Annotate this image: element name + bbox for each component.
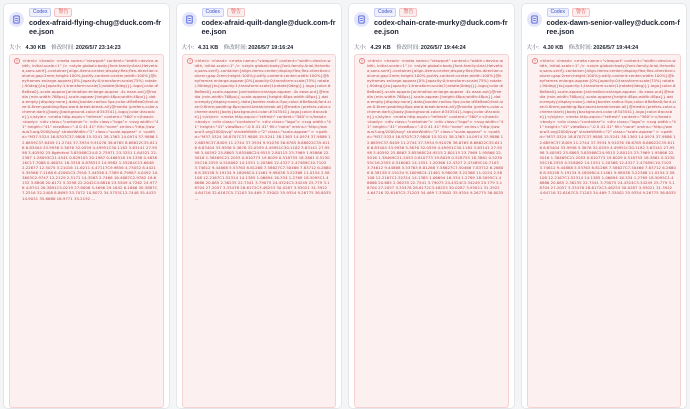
warning-badge: 警告 [572,8,590,17]
file-meta [354,43,509,51]
modified-label: 修改时间: [568,45,593,51]
size-value: 4.29 KB [370,45,391,51]
error-circle-icon [14,58,20,64]
size-label: 大小: [9,45,22,51]
error-text: <html> <head> <meta name="viewport" content="width=device-width, initial-scale=1" /> <style global>body{font-family:Arial,Helvetica,sans-serif}.container{align-items:center;display:flex;flex-direction:column;gap:2rem;height:100%;justify-content:center;width:100%}@keyframes enlarge-appear{0%{opacity:0;transform:scale(75%) rotate(-90deg)}to{opacity:1;transform:scale(1)rotate(0deg)}}.logo{color:#8e8ea0}.scale-appear{animation:enlarge-appear .4s ease-out}@media (min-width:768px){.scale-appear{height:48px;width:48px}}.data:empty{display:none}.data{border-radius:5px;color:#8e8ea0;font-size:0.8rem;padding:8px;word-break:break-all}@media (prefers-color-scheme:dark){body{background-color:#343541}.logo{color:#acacbe}}</style> <meta http-equiv="refresh" content="360"></head> <body> <div class="container"> <div class="logo"> <svg width="41" height="41" viewBox="-0 0 41 41" fill="none" xmlns="http://www.w3.org/2000/svg" strokeWidth="2" class="scale-appear" > <path d="M37.5324 16.8707C37.9808 15.5241 38.1363 14.0974 37.9886 12.6859C37.8409 11.2744 37.3934 9.91076 36.6765 8.68622C35.6116 6.83404 33.9936 5.3676 32.0559 4.49951C30.1182 3.63141 27.9598 3.40592 25.8863 3.85568C24.9515 2.80115 23.7969 1.95866 22.5016 1.38469C21.2053 0.810773 19.8029 0.518755 18.3861 0.523055C16.2555 0.518062 14.1551 1.20366 12.4327 2.47489C10.7103 3.74612 9.44868 5.53763 8.81268 7.58627C7.50466 7.83712 6.26806 8.38158 5.19134 9.18098C4.11461 9.98038 3.22368 11.0154 2.58108 12.2167C1.52314 14.1385 1.06694 16.334 1.2769 18.5095C1.48686 20.685 2.36235 22.7541 3.79075 24.4324C3.34249 25.779 3.18704 27.2057 3.33478 28.6172C3.48253 30.0287 3.93021 31.3922 4.64716 32.6167C5.71203 34.469 7.33002 35.9354 9.26775 36.8035 ... [367,58,504,201]
file-name: codex-dawn-senior-valley@duck.com-free.json [546,18,680,36]
file-avatar [9,12,24,27]
app-badge: Codex [202,8,224,17]
card-header [527,8,682,42]
document-icon [12,15,21,24]
error-text: <html> <head> <meta name="viewport" content="width=device-width, initial-scale=1" /> <style global>body{font-family:Arial,Helvetica,sans-serif}.container{align-items:center;display:flex;flex-direction:column;gap:2rem;height:100%;justify-content:center;width:100%}@keyframes enlarge-appear{0%{opacity:0;transform:scale(75%) rotate(-90deg)}to{opacity:1;transform:scale(1)rotate(0deg)}}.logo{color:#8e8ea0}.scale-appear{animation:enlarge-appear .4s ease-out}@media (min-width:768px){.scale-appear{height:48px;width:48px}}.data:empty{display:none}.data{border-radius:5px;color:#8e8ea0;font-size:0.8rem;padding:8px;word-break:break-all}@media (prefers-color-scheme:dark){body{background-color:#343541}.logo{color:#acacbe}}</style> <meta http-equiv="refresh" content="360"></head> <body> <div class="container"> <div class="logo"> <svg width="41" height="41" viewBox="-0 0 41 41" fill="none" xmlns="http://www.w3.org/2000/svg" strokeWidth="2" class="scale-appear" > <path d="M37.5324 16.8707C37.9808 15.5241 38.1363 14.0974 37.9886 12.6859C37.8409 11.2744 37.3934 9.91076 36.6765 8.68622C35.6116 6.83404 33.9936 5.3676 32.0559 4.49951C30.1182 3.63141 27.9598 3.40592 25.8général 3.85568C24.8 2.75971 23.3251 1.84521 22.2387 1.28093C21.4541 0.829105 20.1987 0.466316 19.1358 0.463816C17.7088 0.46031 16.3318 0.878513 14.9982 1.55264C13.6648 2.22677 12.5075 3.21016 11.6211 4.47117C9.9856 4.73052 8.4421 5.39566 7.1168 6.42061C5.7916 7.44556 4.7389 8.79987 4.0492 10.3603C2.9747 12.2129 2.5171 14.3583 2.7466 16.4867C2.9762 18.6152 3.8808 20.6172 5.3298 22.2042C4.8816 23.5509 4.7262 24.9776 4.8741 26.3891C5.0219 27.8006 5.4696 29.1642 6.1866 30.3887C7.2516 32.2408 8.8695 33.7072 10.8072 34.5753C12.7448 35.4433 14.9031 35.6688 16.9771 35.2192 ... [22,58,159,201]
file-name: codex-afraid-quilt-dangle@duck.com-free.json [201,18,336,36]
error-circle-icon [532,58,538,64]
card-header [182,8,337,42]
file-card[interactable] [176,3,343,409]
card-header [354,8,509,42]
file-meta [9,43,164,51]
card-header [9,8,164,42]
file-name: codex-chain-crate-murky@duck.com-free.json [374,18,508,36]
size-label: 大小: [526,45,540,51]
document-icon [357,15,366,24]
modified-value: 2026/5/7 19:44:24 [593,45,639,51]
app-badge: Codex [547,8,569,17]
error-circle-icon [187,58,193,64]
error-text: <html> <head> <meta name="viewport" content="width=device-width, initial-scale=1" /> <style global>body{font-family:Arial,Helvetica,sans-serif}.container{align-items:center;display:flex;flex-direction:column;gap:2rem;height:100%;justify-content:center;width:100%}@keyframes enlarge-appear{0%{opacity:0;transform:scale(75%) rotate(-90deg)}to{opacity:1;transform:scale(1)rotate(0deg)}}.logo{color:#8e8ea0}.scale-appear{animation:enlarge-appear .4s ease-out}@media (min-width:768px){.scale-appear{height:48px;width:48px}}.data:empty{display:none}.data{border-radius:5px;color:#8e8ea0;font-size:0.8rem;padding:8px;word-break:break-all}@media (prefers-color-scheme:dark){body{background-color:#343541}.logo{color:#acacbe}}</style> <meta http-equiv="refresh" content="360"></head> <body> <div class="container"> <div class="logo"> <svg width="41" height="41" viewBox="-0 0 41 41" fill="none" xmlns="http://www.w3.org/2000/svg" strokeWidth="2" class="scale-appear" > <path d="M37.5324 16.8707C37.9808 15.5241 38.1363 14.0974 37.9886 12.6859C37.8409 11.2744 37.3934 9.91076 36.6765 8.68622C35.6116 6.83404 33.9936 5.3676 32.0559 4.49951C30.1182 3.63141 27.9598 3.40592 25.8863 3.85568C24.9515 2.80115 23.7969 1.95866 22.5016 1.38469C21.2053 0.810773 19.8029 0.518755 18.3861 0.523055C16.2555 0.518062 14.1551 1.20366 12.4327 2.47489C10.7103 3.74612 9.44868 5.53763 8.81268 7.58627C7.50466 7.83712 6.26806 8.38158 5.19134 9.18098C4.11461 9.98038 3.22368 11.0154 2.58108 12.2167C1.52314 14.1385 1.06694 16.334 1.2769 18.5095C1.48686 20.685 2.36235 22.7541 3.79075 24.4324C3.34249 25.779 3.18704 27.2057 3.33478 28.6172C3.48253 30.0287 3.93021 31.3922 4.64716 32.6167C5.71203 34.469 7.33002 35.9354 9.26775 36.8035 ... [539,58,676,201]
modified-value: 2026/5/7 19:16:24 [248,45,294,51]
size-value: 4.30 KB [25,45,46,51]
error-circle-icon [359,58,365,64]
error-message-box [527,54,682,408]
file-card[interactable] [3,3,170,409]
modified-label: 修改时间: [51,45,75,51]
file-card[interactable] [348,3,515,409]
error-message-box [354,54,509,408]
error-message-box [182,54,337,408]
file-card[interactable] [521,3,688,409]
file-avatar [527,12,542,27]
file-card-grid [3,3,687,409]
size-label: 大小: [181,45,195,51]
warning-badge: 警告 [54,8,72,17]
file-avatar [182,12,197,27]
error-text: <html> <head> <meta name="viewport" content="width=device-width, initial-scale=1" /> <style global>body{font-family:Arial,Helvetica,sans-serif}.container{align-items:center;display:flex;flex-direction:column;gap:2rem;height:100%;justify-content:center;width:100%}@keyframes enlarge-appear{0%{opacity:0;transform:scale(75%) rotate(-90deg)}to{opacity:1;transform:scale(1)rotate(0deg)}}.logo{color:#8e8ea0}.scale-appear{animation:enlarge-appear .4s ease-out}@media (min-width:768px){.scale-appear{height:48px;width:48px}}.data:empty{display:none}.data{border-radius:5px;color:#8e8ea0;font-size:0.8rem;padding:8px;word-break:break-all}@media (prefers-color-scheme:dark){body{background-color:#343541}.logo{color:#acacbe}}</style> <meta http-equiv="refresh" content="360"></head> <body> <div class="container"> <div class="logo"> <svg width="41" height="41" viewBox="-0 0 41 41" fill="none" xmlns="http://www.w3.org/2000/svg" strokeWidth="2" class="scale-appear" > <path d="M37.5324 16.8707C37.9808 15.5241 38.1363 14.0974 37.9886 12.6859C37.8409 11.2744 37.3934 9.91076 36.6765 8.68622C35.6116 6.83404 33.9936 5.3676 32.0559 4.49951C30.1182 3.63141 27.9598 3.40592 25.8863 3.85568C24.9515 2.80115 23.7969 1.95866 22.5016 1.38469C21.2053 0.810773 19.8029 0.518755 18.3861 0.523055C16.2555 0.518062 14.1551 1.20366 12.4327 2.47489C10.7103 3.74612 9.44868 5.53763 8.81268 7.58627C7.50466 7.83712 6.26806 8.38158 5.19134 9.18098C4.11461 9.98038 3.22368 11.0154 2.58108 12.2167C1.52314 14.1385 1.06694 16.334 1.2769 18.5095C1.48686 20.685 2.36235 22.7541 3.79075 24.4324C3.34249 25.779 3.18704 27.2057 3.33478 28.6172C3.48253 30.0287 3.93021 31.3922 4.64716 32.6167C5.71203 34.469 7.33002 35.9354 9.26775 36.8035 ... [194,58,331,201]
app-badge: Codex [29,8,51,17]
file-avatar [354,12,369,27]
document-icon [530,15,539,24]
modified-label: 修改时间: [223,45,248,51]
size-value: 4.31 KB [198,45,219,51]
modified-value: 2026/5/7 19:44:24 [420,45,466,51]
file-name: codex-afraid-flying-chug@duck.com-free.json [29,18,162,36]
warning-badge: 警告 [227,8,245,17]
size-value: 4.30 KB [543,45,564,51]
size-label: 大小: [354,45,367,51]
modified-value: 2026/5/7 23:14:23 [75,45,121,51]
error-message-box [9,54,164,408]
file-meta [182,43,337,51]
document-icon [185,15,194,24]
app-badge: Codex [374,8,396,17]
modified-label: 修改时间: [396,45,420,51]
warning-badge: 警告 [399,8,417,17]
file-meta [527,43,682,51]
